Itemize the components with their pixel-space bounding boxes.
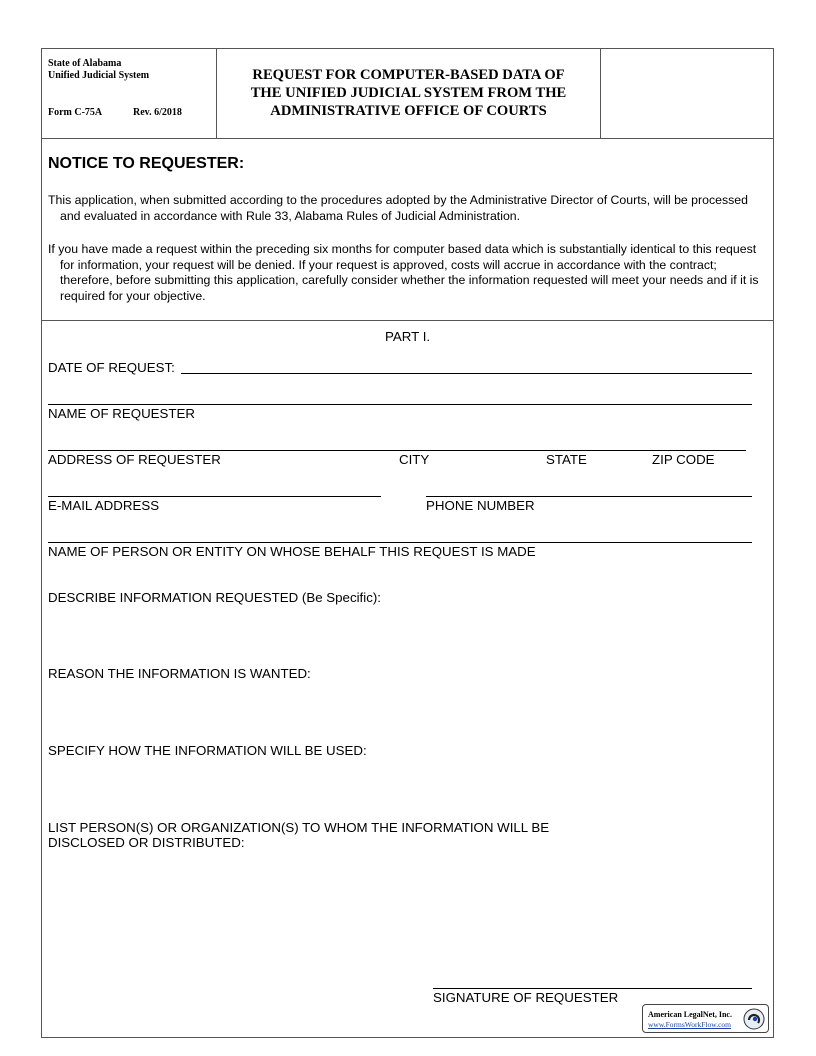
zip-label: ZIP CODE	[652, 452, 715, 467]
phone-label: PHONE NUMBER	[426, 498, 535, 513]
vendor-url[interactable]: www.FormsWorkFlow.com	[648, 1020, 732, 1029]
address-label: ADDRESS OF REQUESTER	[48, 452, 221, 467]
notice-paragraph-1: This application, when submitted according to the procedures adopted by the Administrative Director of Courts, will be processed and evaluated in accordance with Rule 33, Alabama Rules of Judicial Administration.	[48, 193, 748, 223]
vendor-name: American LegalNet, Inc.	[648, 1010, 732, 1019]
name-field[interactable]	[48, 404, 752, 405]
form-number: Form C-75A	[48, 107, 103, 118]
describe-label: DESCRIBE INFORMATION REQUESTED (Be Specific):	[48, 590, 381, 605]
vendor-logo	[642, 1004, 769, 1033]
form-title	[217, 66, 600, 120]
notice-bottom-rule	[41, 320, 774, 321]
office-use-box	[601, 49, 773, 137]
reason-label: REASON THE INFORMATION IS WANTED:	[48, 666, 311, 681]
state-name: State of Alabama	[48, 58, 122, 69]
signature-field[interactable]	[433, 988, 752, 989]
form-title-line1: REQUEST FOR COMPUTER-BASED DATA OF	[252, 67, 565, 83]
disclose-label-line1: LIST PERSON(S) OR ORGANIZATION(S) TO WHOM THE INFORMATION WILL BE	[48, 820, 550, 835]
email-field[interactable]	[48, 496, 381, 497]
address-field[interactable]	[48, 450, 746, 451]
behalf-field[interactable]	[48, 542, 752, 543]
email-label: E-MAIL ADDRESS	[48, 498, 160, 513]
state-label: STATE	[546, 452, 587, 467]
date-field[interactable]	[181, 373, 752, 374]
system-name: Unified Judicial System	[48, 70, 150, 81]
swirl-icon	[743, 1008, 765, 1030]
notice-paragraph-2: If you have made a request within the preceding six months for computer based data which is substantially identical to this request for information, your request will be denied. If your request is approved, costs will accrue in accordance with the contract; therefore, before submitting this application, carefully consider whether the information requested will meet your needs and if it is required for your objective.	[48, 242, 759, 303]
date-label: DATE OF REQUEST:	[48, 360, 175, 375]
name-label: NAME OF REQUESTER	[48, 406, 196, 421]
city-label: CITY	[399, 452, 430, 467]
form-title-line3: ADMINISTRATIVE OFFICE OF COURTS	[270, 103, 547, 119]
use-field[interactable]	[48, 761, 752, 818]
use-label: SPECIFY HOW THE INFORMATION WILL BE USED:	[48, 743, 367, 758]
behalf-label: NAME OF PERSON OR ENTITY ON WHOSE BEHALF THIS REQUEST IS MADE	[48, 544, 536, 559]
disclose-field[interactable]	[48, 853, 752, 973]
form-revision: Rev. 6/2018	[133, 107, 182, 118]
part-heading: PART I.	[385, 329, 431, 344]
describe-field[interactable]	[48, 608, 752, 663]
disclose-label-line2: DISCLOSED OR DISTRIBUTED:	[48, 835, 245, 850]
signature-label: SIGNATURE OF REQUESTER	[433, 990, 619, 1005]
header-bottom-rule	[41, 138, 774, 139]
form-title-line2: THE UNIFIED JUDICIAL SYSTEM FROM THE	[250, 85, 567, 101]
reason-field[interactable]	[48, 684, 752, 740]
phone-field[interactable]	[426, 496, 752, 497]
notice-title: NOTICE TO REQUESTER:	[48, 155, 245, 172]
